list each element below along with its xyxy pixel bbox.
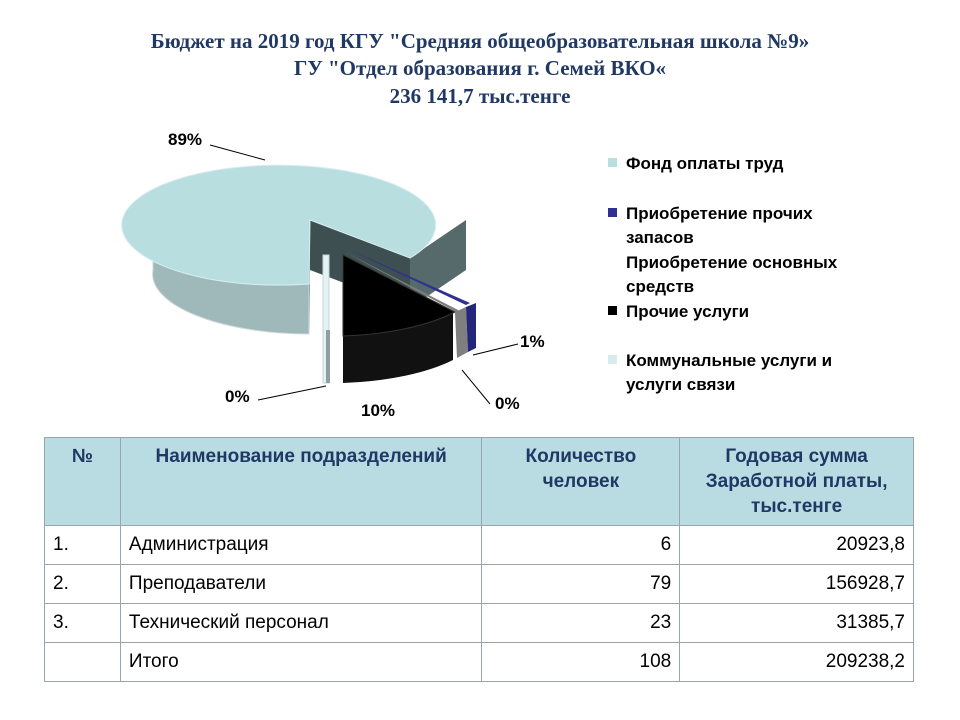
data-label-utilities: 0% (225, 387, 250, 406)
leader-line-0-right (462, 370, 490, 404)
legend-swatch-fixed-assets (608, 257, 619, 268)
legend-label-inventory: Приобретение прочих (626, 204, 813, 223)
legend-item-utilities (608, 349, 832, 397)
cell-department: Преподаватели (120, 565, 482, 604)
data-label-fixed-assets: 0% (495, 394, 520, 413)
legend-item-other-services (608, 300, 749, 324)
table-row (45, 604, 914, 643)
legend-label-fixed-assets: Приобретение основных (626, 253, 838, 272)
table-row-total (45, 643, 914, 682)
chart-title-line1: Бюджет на 2019 год КГУ "Средняя общеобразовательная школа №9» (150, 29, 810, 53)
table-header-row (45, 438, 914, 526)
header-headcount: Количество человек (482, 438, 680, 526)
legend-label-wages: Фонд оплаты труд (626, 154, 784, 173)
leader-line-0-left (258, 386, 326, 400)
leader-line-1 (473, 344, 518, 355)
legend-swatch-inventory (608, 208, 617, 217)
legend-label-utilities: Коммунальные услуги и (626, 351, 833, 370)
cell-number (45, 643, 121, 682)
legend-item-wages (608, 152, 783, 176)
legend-label-fixed-assets-cont: средств (626, 277, 695, 296)
legend-label-other-services: Прочие услуги (626, 302, 750, 321)
legend-label-utilities-cont: услуги связи (626, 375, 736, 394)
cell-number: 3. (45, 604, 121, 643)
legend-swatch-other-services (608, 306, 617, 315)
slice-utilities-side (326, 330, 330, 383)
cell-department: Администрация (120, 526, 482, 565)
header-department: Наименование подразделений (120, 438, 482, 526)
table-row (45, 526, 914, 565)
cell-salary: 31385,7 (680, 604, 914, 643)
header-number: № (45, 438, 121, 526)
leader-line-89 (210, 145, 265, 160)
cell-department: Технический персонал (120, 604, 482, 643)
header-salary: Годовая сумма Заработной платы, тыс.тенге (680, 438, 914, 526)
slice-fixed-assets-side (455, 307, 468, 358)
legend-swatch-utilities (608, 355, 617, 364)
cell-department: Итого (120, 643, 482, 682)
chart-title-line3: 236 141,7 тыс.тенге (389, 84, 571, 108)
legend-item-inventory (608, 202, 813, 250)
table-row (45, 565, 914, 604)
legend-label-inventory-cont: запасов (626, 228, 694, 247)
cell-salary: 20923,8 (680, 526, 914, 565)
cell-headcount: 23 (482, 604, 680, 643)
cell-number: 1. (45, 526, 121, 565)
legend-item-fixed-assets (608, 251, 837, 299)
cell-salary: 156928,7 (680, 565, 914, 604)
data-label-wages: 89% (168, 130, 203, 149)
cell-salary: 209238,2 (680, 643, 914, 682)
cell-headcount: 6 (482, 526, 680, 565)
data-label-other-services: 10% (361, 401, 396, 420)
chart-title-line2: ГУ "Отдел образования г. Семей ВКО« (293, 56, 667, 80)
cell-headcount: 79 (482, 565, 680, 604)
cell-headcount: 108 (482, 643, 680, 682)
staff-table (44, 437, 914, 682)
cell-number: 2. (45, 565, 121, 604)
legend-swatch-wages (608, 158, 617, 167)
data-label-inventory: 1% (520, 332, 545, 351)
